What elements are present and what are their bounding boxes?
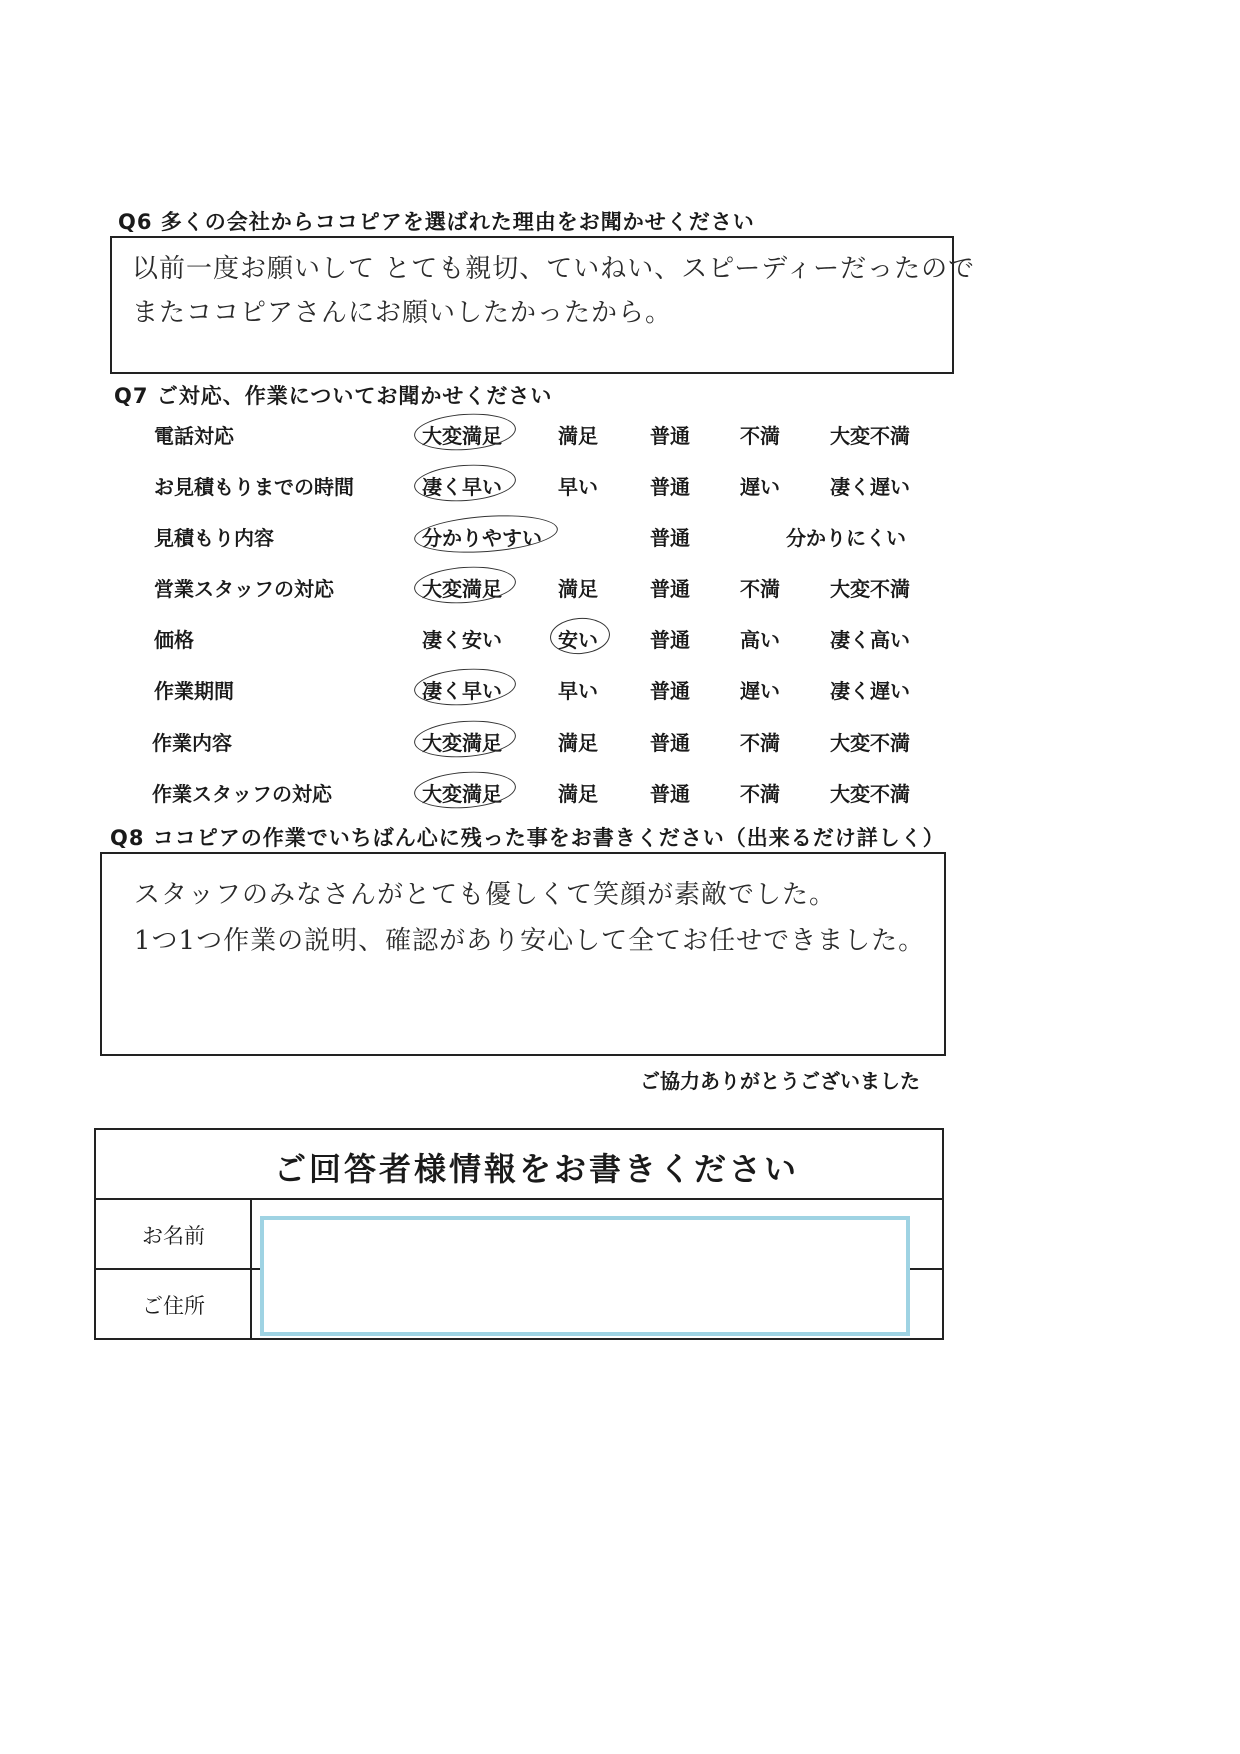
rating-option[interactable]: 遅い <box>740 679 780 703</box>
thanks-message: ご協力ありがとうございました <box>640 1069 920 1093</box>
rating-row-label: 作業期間 <box>154 679 234 703</box>
rating-option[interactable]: 安い <box>558 628 598 652</box>
rating-option[interactable]: 満足 <box>558 731 598 755</box>
rating-option[interactable]: 凄く遅い <box>830 475 910 499</box>
rating-option[interactable]: 大変不満 <box>830 782 910 806</box>
respondent-info-table <box>94 1128 944 1340</box>
rating-option[interactable]: 普通 <box>650 577 690 601</box>
rating-option[interactable]: 不満 <box>740 577 780 601</box>
rating-row-label: 作業内容 <box>152 731 232 755</box>
q6-title: Q6 多くの会社からココピアを選ばれた理由をお聞かせください <box>118 210 755 234</box>
rating-option[interactable]: 高い <box>740 628 780 652</box>
rating-option[interactable]: 普通 <box>650 679 690 703</box>
q6-answer-line-1: 以前一度お願いして とても親切、ていねい、スピーディーだったので <box>132 254 976 284</box>
q8-answer-box[interactable] <box>100 852 946 1056</box>
rating-row-label: 電話対応 <box>154 424 234 448</box>
rating-option[interactable]: 普通 <box>650 424 690 448</box>
rating-option[interactable]: 遅い <box>740 475 780 499</box>
rating-option[interactable]: 普通 <box>650 526 690 550</box>
rating-option[interactable]: 分かりにくい <box>786 526 906 550</box>
rating-option[interactable]: 不満 <box>740 424 780 448</box>
rating-option[interactable]: 分かりやすい <box>422 526 542 550</box>
rating-option[interactable]: 凄く早い <box>422 475 502 499</box>
rating-row-label: 見積もり内容 <box>154 526 274 550</box>
table-divider <box>96 1198 942 1200</box>
rating-option[interactable]: 大変満足 <box>422 782 502 806</box>
rating-option[interactable]: 早い <box>558 679 598 703</box>
rating-option[interactable]: 満足 <box>558 424 598 448</box>
address-label: ご住所 <box>142 1294 205 1318</box>
rating-option[interactable]: 普通 <box>650 628 690 652</box>
rating-option[interactable]: 普通 <box>650 475 690 499</box>
redacted-personal-info <box>260 1216 910 1336</box>
rating-row-label: 価格 <box>154 628 194 652</box>
q6-answer-line-2: またココピアさんにお願いしたかったから。 <box>132 298 673 328</box>
rating-option[interactable]: 普通 <box>650 731 690 755</box>
q8-title: Q8 ココピアの作業でいちばん心に残った事をお書きください（出来るだけ詳しく） <box>110 826 945 850</box>
rating-option[interactable]: 凄く高い <box>830 628 910 652</box>
q7-title: Q7 ご対応、作業についてお聞かせください <box>114 384 553 408</box>
respondent-info-title: ご回答者様情報をお書きください <box>274 1150 800 1188</box>
rating-row-label: お見積もりまでの時間 <box>154 475 354 499</box>
rating-option[interactable]: 凄く早い <box>422 679 502 703</box>
rating-option[interactable]: 満足 <box>558 782 598 806</box>
q8-answer-line-2: 1つ1つ作業の説明、確認があり安心して全てお任せできました。 <box>134 926 926 956</box>
name-label: お名前 <box>142 1224 205 1248</box>
rating-option[interactable]: 大変満足 <box>422 424 502 448</box>
rating-row-label: 営業スタッフの対応 <box>154 577 334 601</box>
q8-answer-line-1: スタッフのみなさんがとても優しくて笑顔が素敵でした。 <box>134 880 837 910</box>
rating-option[interactable]: 大変満足 <box>422 577 502 601</box>
table-column-divider <box>250 1198 252 1338</box>
rating-option[interactable]: 大変不満 <box>830 577 910 601</box>
rating-option[interactable]: 大変不満 <box>830 424 910 448</box>
q6-answer-box[interactable] <box>110 236 976 374</box>
rating-option[interactable]: 不満 <box>740 782 780 806</box>
rating-option[interactable]: 普通 <box>650 782 690 806</box>
rating-row-label: 作業スタッフの対応 <box>152 782 332 806</box>
rating-option[interactable]: 凄く安い <box>422 628 502 652</box>
rating-option[interactable]: 不満 <box>740 731 780 755</box>
rating-option[interactable]: 凄く遅い <box>830 679 910 703</box>
rating-option[interactable]: 大変不満 <box>830 731 910 755</box>
rating-option[interactable]: 満足 <box>558 577 598 601</box>
rating-option[interactable]: 早い <box>558 475 598 499</box>
rating-option[interactable]: 大変満足 <box>422 731 502 755</box>
